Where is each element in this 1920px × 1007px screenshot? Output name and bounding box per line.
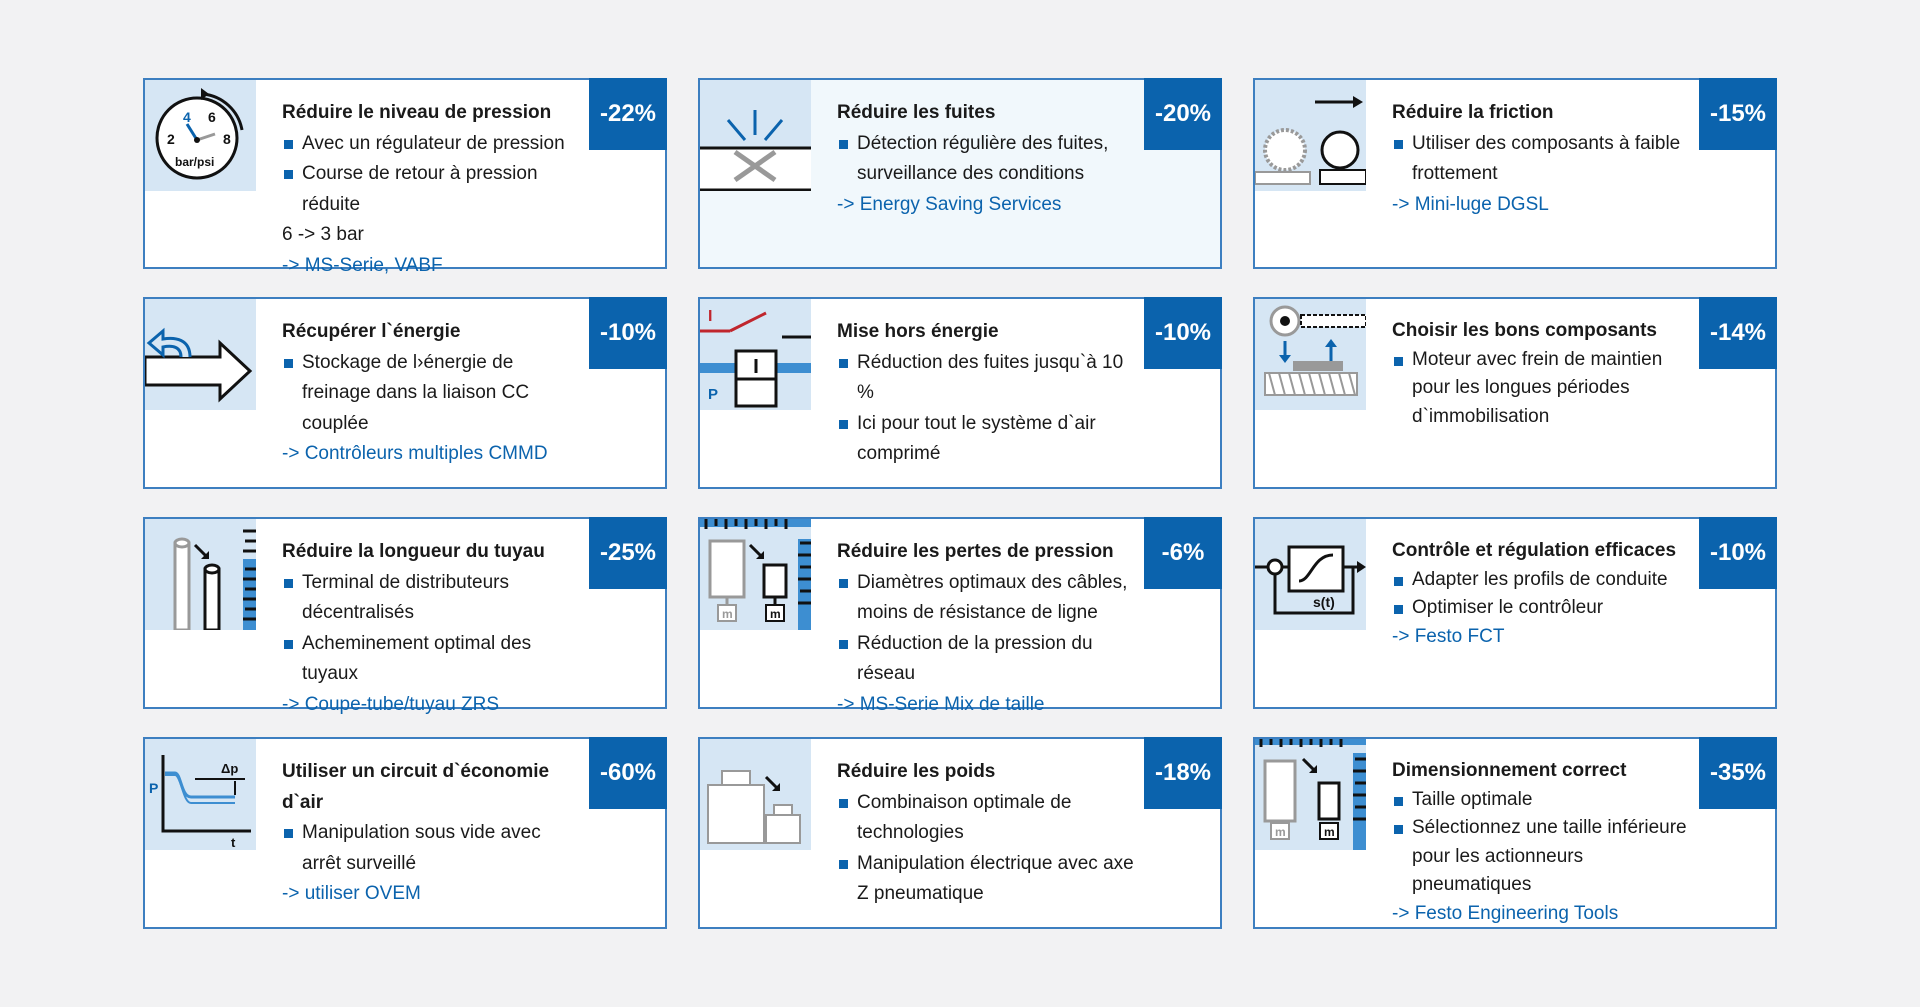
- bullet-item: Terminal de distributeurs décentralisés: [282, 568, 579, 629]
- card-title: Mise hors énergie: [837, 321, 999, 342]
- card-title: Utiliser un circuit d`économie d`air: [282, 761, 550, 813]
- card-title: Réduire les fuites: [837, 102, 996, 123]
- savings-badge: -14%: [1699, 297, 1777, 369]
- product-link[interactable]: -> Energy Saving Services: [837, 193, 1062, 215]
- card-friction: [1253, 78, 1777, 269]
- product-link[interactable]: -> Contrôleurs multiples CMMD: [282, 443, 548, 464]
- tube-length-icon: [145, 519, 256, 630]
- gauge-number: 8: [223, 131, 231, 147]
- card-content: [1392, 537, 1689, 651]
- card-sizing: [1253, 737, 1777, 929]
- savings-badge: -60%: [589, 737, 667, 809]
- gauge-unit: bar/psi: [175, 155, 215, 169]
- bullet-item: Taille optimale: [1392, 786, 1689, 815]
- savings-badge: -10%: [1699, 517, 1777, 589]
- bullet-item: Utiliser des composants à faible frottement: [1392, 129, 1689, 190]
- bullet-item: Réduction des fuites jusqu`à 10 %: [837, 348, 1134, 409]
- control-loop-icon: [1255, 519, 1366, 630]
- card-content: [282, 757, 579, 910]
- card-tube-length: [143, 517, 667, 715]
- mass-label: m: [1275, 825, 1286, 839]
- savings-badge: -18%: [1144, 737, 1222, 809]
- card-components: [1253, 297, 1777, 489]
- bullet-continuation: 6 -> 3 bar: [282, 224, 364, 245]
- card-weight: [698, 737, 1222, 929]
- bullet-item: Avec un régulateur de pression: [282, 129, 579, 160]
- card-content: [1392, 98, 1689, 220]
- bullet-item: Ici pour tout le système d`air comprimé: [837, 409, 1134, 470]
- card-content: [837, 98, 1134, 220]
- savings-badge: -35%: [1699, 737, 1777, 809]
- card-content: [837, 537, 1134, 720]
- product-link[interactable]: -> Festo Engineering Tools: [1392, 902, 1619, 924]
- savings-badge: -20%: [1144, 78, 1222, 150]
- friction-icon: [1255, 80, 1366, 191]
- card-title: Réduire la longueur du tuyau: [282, 541, 545, 562]
- card-title: Réduire les poids: [837, 761, 996, 782]
- bullet-item: Adapter les profils de conduite: [1392, 566, 1689, 595]
- card-title: Choisir les bons composants: [1392, 320, 1657, 341]
- bullet-item: Diamètres optimaux des câbles, moins de résistance de ligne: [837, 568, 1134, 629]
- gauge-number: 2: [167, 131, 175, 147]
- bullet-item: Combinaison optimale de technologies: [837, 788, 1134, 849]
- card-title: Récupérer l`énergie: [282, 321, 461, 342]
- card-content: [1392, 757, 1689, 928]
- card-content: [837, 757, 1134, 910]
- motor-brake-icon: [1255, 299, 1366, 410]
- card-leaks: [698, 78, 1222, 269]
- card-shutoff: [698, 297, 1222, 489]
- shutoff-valve-icon: [700, 299, 811, 410]
- savings-badge: -15%: [1699, 78, 1777, 150]
- weight-icon: [700, 739, 811, 850]
- card-pressure-level: [143, 78, 667, 276]
- mass-label: m: [1324, 825, 1335, 839]
- product-link[interactable]: -> MS-Serie Mix de taille: [837, 693, 1045, 715]
- axis-label: P: [149, 780, 159, 796]
- switch-label: I: [708, 308, 713, 325]
- card-content: [1392, 317, 1689, 431]
- time-label: t: [231, 835, 236, 850]
- gauge-number: 6: [208, 109, 216, 125]
- savings-badge: -22%: [589, 78, 667, 150]
- card-title: Réduire les pertes de pression: [837, 541, 1114, 562]
- card-pressure-loss: [698, 517, 1222, 715]
- pressure-label: P: [708, 386, 719, 403]
- card-content: [837, 317, 1134, 470]
- bullet-item: Détection régulière des fuites, surveillance des conditions: [837, 129, 1134, 190]
- bullet-item: Optimiser le contrôleur: [1392, 594, 1689, 623]
- gauge-number: 4: [183, 109, 191, 125]
- card-content: [282, 98, 579, 281]
- savings-badge: -6%: [1144, 517, 1222, 589]
- energy-recovery-icon: [145, 299, 256, 410]
- card-title: Contrôle et régulation efficaces: [1392, 540, 1677, 561]
- product-link[interactable]: -> utiliser OVEM: [282, 883, 421, 904]
- leak-icon: [700, 80, 811, 191]
- pressure-curve-icon: [145, 739, 256, 850]
- pressure-loss-icon: [700, 519, 811, 630]
- card-title: Réduire la friction: [1392, 102, 1554, 123]
- mass-label: m: [722, 607, 733, 621]
- product-link[interactable]: -> Festo FCT: [1392, 625, 1505, 647]
- signal-label: s(t): [1313, 594, 1335, 610]
- bullet-item: Sélectionnez une taille inférieure pour les actionneurs pneumatiques: [1392, 814, 1689, 900]
- card-control: [1253, 517, 1777, 709]
- card-energy-recovery: [143, 297, 667, 489]
- bullet-item: Moteur avec frein de maintien pour les longues périodes d`immobilisation: [1392, 346, 1689, 432]
- measures-grid: [143, 78, 1778, 929]
- bullet-item: Stockage de l›énergie de freinage dans la liaison CC couplée: [282, 348, 579, 440]
- card-title: Dimensionnement correct: [1392, 760, 1627, 781]
- mass-label: m: [770, 607, 781, 621]
- bullet-item: Acheminement optimal des tuyaux: [282, 629, 579, 690]
- bullet-item: Réduction de la pression du réseau: [837, 629, 1134, 690]
- product-link[interactable]: -> MS-Serie, VABF: [282, 254, 443, 276]
- card-air-saving: [143, 737, 667, 929]
- sizing-icon: [1255, 739, 1366, 850]
- product-link[interactable]: -> Mini-luge DGSL: [1392, 193, 1549, 215]
- pressure-gauge-icon: [145, 80, 256, 191]
- bullet-item: Course de retour à pression réduite: [282, 159, 579, 220]
- card-title: Réduire le niveau de pression: [282, 102, 552, 123]
- card-content: [282, 537, 579, 720]
- savings-badge: -25%: [589, 517, 667, 589]
- delta-p-label: Δp: [221, 761, 239, 776]
- bullet-item: Manipulation sous vide avec arrêt surveillé: [282, 818, 579, 879]
- bullet-item: Manipulation électrique avec axe Z pneumatique: [837, 849, 1134, 910]
- product-link[interactable]: -> Coupe-tube/tuyau ZRS: [282, 693, 500, 715]
- savings-badge: -10%: [589, 297, 667, 369]
- savings-badge: -10%: [1144, 297, 1222, 369]
- card-content: [282, 317, 579, 470]
